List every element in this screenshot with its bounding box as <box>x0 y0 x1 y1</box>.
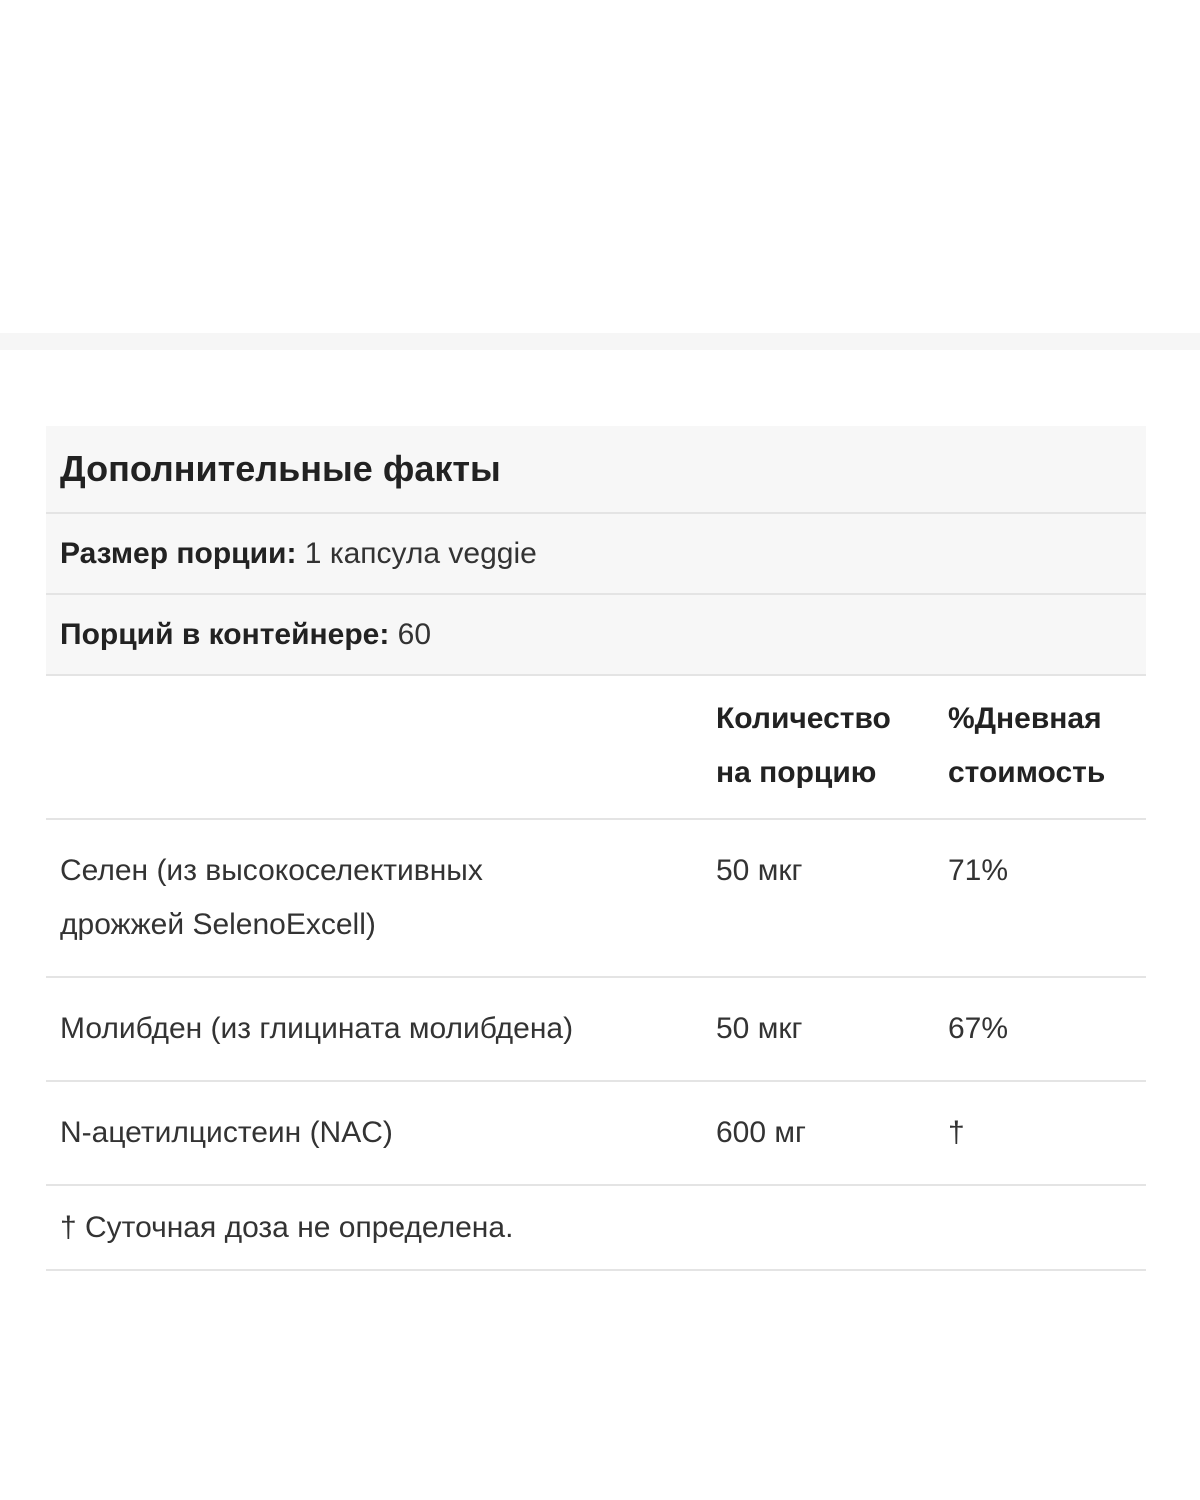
nutrient-table <box>46 676 1146 1271</box>
serving-size-label: Размер порции: <box>60 536 297 570</box>
nutrient-name-line1: Селен (из высокоселективных <box>60 854 483 887</box>
header-amount-line1: Количество <box>716 702 891 735</box>
header-name <box>46 676 702 819</box>
table-row <box>46 1081 1146 1185</box>
nutrient-name-line2: дрожжей SelenoExcell) <box>60 908 376 941</box>
nutrient-daily-value: 71% <box>934 819 1146 977</box>
footnote-row <box>46 1185 1146 1270</box>
serving-size-value: 1 капсула veggie <box>296 536 537 570</box>
facts-title: Дополнительные факты <box>46 426 1146 514</box>
nutrient-amount: 600 мг <box>702 1081 934 1185</box>
servings-per-container-row <box>46 595 1146 676</box>
servings-value: 60 <box>389 617 432 651</box>
footnote-text: † Суточная доза не определена. <box>46 1185 1146 1270</box>
nutrient-amount: 50 мкг <box>702 977 934 1081</box>
nutrient-daily-value: 67% <box>934 977 1146 1081</box>
header-amount-line2: на порцию <box>716 756 877 789</box>
supplement-facts-panel <box>46 426 1146 1271</box>
table-header-row <box>46 676 1146 819</box>
blank-area <box>0 0 1200 333</box>
nutrient-amount: 50 мкг <box>702 819 934 977</box>
header-dv-line2: стоимость <box>948 756 1106 789</box>
header-amount <box>702 676 934 819</box>
nutrient-name: Молибден (из глицината молибдена) <box>46 977 702 1081</box>
table-row <box>46 977 1146 1081</box>
header-dv-line1: %Дневная <box>948 702 1102 735</box>
header-daily-value <box>934 676 1146 819</box>
nutrient-name <box>46 819 702 977</box>
serving-size-row <box>46 514 1146 595</box>
section-divider <box>0 333 1200 350</box>
table-row <box>46 819 1146 977</box>
nutrient-daily-value: † <box>934 1081 1146 1185</box>
servings-label: Порций в контейнере: <box>60 617 390 651</box>
nutrient-name: N-ацетилцистеин (NAC) <box>46 1081 702 1185</box>
